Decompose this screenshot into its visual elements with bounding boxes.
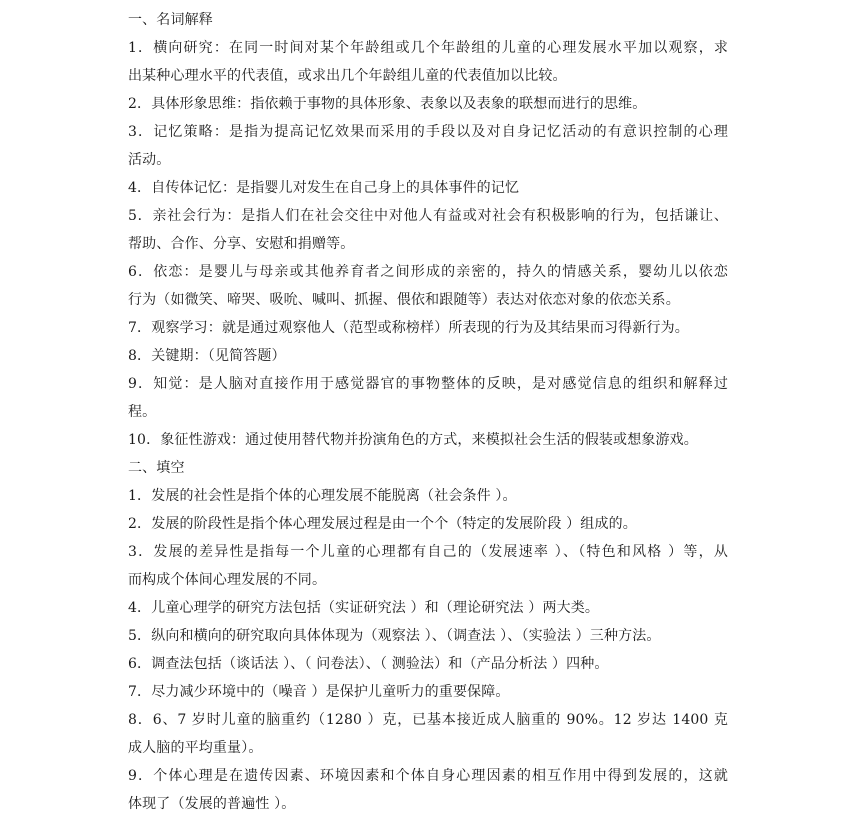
definition-line: 帮助、合作、分享、安慰和捐赠等。 [128,236,355,252]
fill-in-line: 8．6、7 岁时儿童的脑重约（1280 ）克，已基本接近成人脑重的 90%。12 岁达 1400 克 [128,712,728,728]
fill-in-line: 2．发展的阶段性是指个体心理发展过程是由一个个（特定的发展阶段 ）组成的。 [128,516,637,532]
fill-in-line: 9．个体心理是在遗传因素、环境因素和个体自身心理因素的相互作用中得到发展的，这就 [128,768,728,784]
fill-in-line: 4．儿童心理学的研究方法包括（实证研究法 ）和（理论研究法 ）两大类。 [128,600,600,616]
fill-in-line: 3．发展的差异性是指每一个儿童的心理都有自己的（发展速率 ）、（特色和风格 ）等，从 [128,544,728,560]
definition-line: 出某种心理水平的代表值，或求出几个年龄组儿童的代表值加以比较。 [128,68,567,84]
definition-line: 4．自传体记忆：是指婴儿对发生在自己身上的具体事件的记忆 [128,180,520,196]
definition-line: 8．关键期：（见简答题） [128,348,286,364]
definition-line: 6．依恋：是婴儿与母亲或其他养育者之间形成的亲密的，持久的情感关系，婴幼儿以依恋 [128,264,728,280]
definition-line: 活动。 [128,152,171,168]
section-heading-fill-in: 二、填空 [128,460,185,476]
fill-in-line: 成人脑的平均重量）。 [128,740,263,756]
definition-line: 10．象征性游戏：通过使用替代物并扮演角色的方式，来模拟社会生活的假装或想象游戏。 [128,432,698,448]
fill-in-line: 5．纵向和横向的研究取向具体体现为（观察法 ）、（调查法 ）、（实验法 ）三种方法。 [128,628,661,644]
definition-line: 3．记忆策略：是指为提高记忆效果而采用的手段以及对自身记忆活动的有意识控制的心理 [128,124,728,140]
definition-line: 2．具体形象思维：指依赖于事物的具体形象、表象以及表象的联想而进行的思维。 [128,96,647,112]
fill-in-line: 而构成个体间心理发展的不同。 [128,572,327,588]
document-page [128,6,728,818]
definition-line: 7．观察学习：就是通过观察他人（范型或称榜样）所表现的行为及其结果而习得新行为。 [128,320,689,336]
definition-line: 行为（如微笑、啼哭、吸吮、喊叫、抓握、偎依和跟随等）表达对依恋对象的依恋关系。 [128,292,680,308]
fill-in-line: 体现了（发展的普遍性 ）。 [128,796,296,812]
fill-in-line: 6．调查法包括（谈话法 ）、（ 问卷法）、（ 测验法）和（产品分析法 ）四种。 [128,656,609,672]
definition-line: 1．横向研究：在同一时间对某个年龄组或几个年龄组的儿童的心理发展水平加以观察，求 [128,40,728,56]
fill-in-line: 1．发展的社会性是指个体的心理发展不能脱离（社会条件 ）。 [128,488,517,504]
fill-in-line: 7．尽力减少环境中的（噪音 ）是保护儿童听力的重要保障。 [128,684,510,700]
section-heading-definitions: 一、名词解释 [128,12,213,28]
definition-line: 9．知觉：是人脑对直接作用于感觉器官的事物整体的反映，是对感觉信息的组织和解释过 [128,376,728,392]
definition-line: 5．亲社会行为：是指人们在社会交往中对他人有益或对社会有积极影响的行为，包括谦让、 [128,208,728,224]
definition-line: 程。 [128,404,157,420]
